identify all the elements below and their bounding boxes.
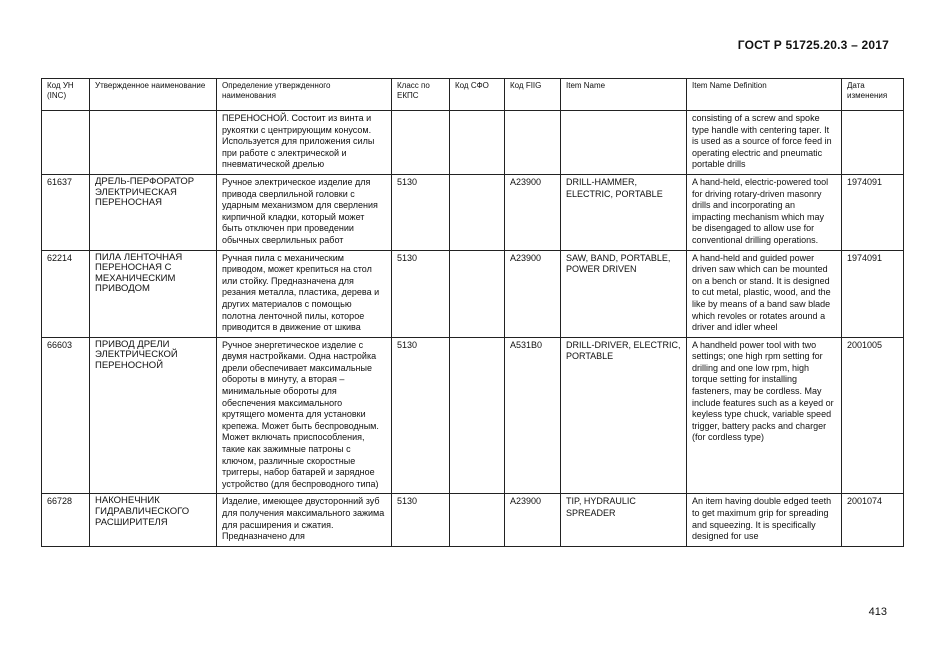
cell-definition-en: A handheld power tool with two settings; one high rpm setting for drilling and one low rpm, high torque setting for installing fasteners, may be cordless. May include features such as a keyed or keyless type chuck, variable speed trigger, battery packs and charger (for cordless type) <box>687 337 842 494</box>
table-row <box>42 494 904 546</box>
cell-class: 5130 <box>392 250 450 337</box>
cell-definition-en: A hand-held and guided power driven saw which can be mounted on a bench or stand. It is designed to cut metal, plastic, wood, and the like by means of a band saw blade which revoles or rotates around a driver and idler wheel <box>687 250 842 337</box>
cell-item-name: DRILL-HAMMER, ELECTRIC, PORTABLE <box>561 174 687 250</box>
cell-fiig: A23900 <box>505 174 561 250</box>
col-header-sfo: Код СФО <box>450 79 505 111</box>
cell-fiig <box>505 111 561 175</box>
cell-inc <box>42 111 90 175</box>
cell-item-name: TIP, HYDRAULIC SPREADER <box>561 494 687 546</box>
cell-definition-en: consisting of a screw and spoke type handle with centering taper. It is used as a source of force feed in operating electric and pneumatic portable drills <box>687 111 842 175</box>
cell-fiig: A23900 <box>505 250 561 337</box>
table-row <box>42 250 904 337</box>
col-header-definition-ru: Определение утвержденного наименования <box>217 79 392 111</box>
cell-name-ru: ПРИВОД ДРЕЛИ ЭЛЕКТРИЧЕСКОЙ ПЕРЕНОСНОЙ <box>90 337 217 494</box>
cell-sfo <box>450 337 505 494</box>
col-header-class: Класс по ЕКПС <box>392 79 450 111</box>
col-header-definition-en: Item Name Definition <box>687 79 842 111</box>
cell-name-ru: ПИЛА ЛЕНТОЧНАЯ ПЕРЕНОСНАЯ С МЕХАНИЧЕСКИМ ПРИВОДОМ <box>90 250 217 337</box>
cell-class: 5130 <box>392 494 450 546</box>
cell-inc: 61637 <box>42 174 90 250</box>
cell-date: 1974091 <box>842 174 904 250</box>
cell-date: 2001074 <box>842 494 904 546</box>
col-header-item-name: Item Name <box>561 79 687 111</box>
cell-definition-ru: Ручное электрическое изделие для привода сверлильной головки с ударным механизмом для сверления кирпичной кладки, который может быть отключен при проведении обычных сверлильных работ <box>217 174 392 250</box>
cell-name-ru: ДРЕЛЬ-ПЕРФОРАТОР ЭЛЕКТРИЧЕСКАЯ ПЕРЕНОСНАЯ <box>90 174 217 250</box>
cell-definition-ru: ПЕРЕНОСНОЙ. Состоит из винта и рукоятки с центрирующим конусом. Используется для приложения силы при работе с электрической и пневматической дрелью <box>217 111 392 175</box>
cell-definition-en: An item having double edged teeth to get maximum grip for spreading and squeezing. It is specifically designed for use <box>687 494 842 546</box>
cell-item-name: SAW, BAND, PORTABLE, POWER DRIVEN <box>561 250 687 337</box>
cell-definition-en: A hand-held, electric-powered tool for driving rotary-driven masonry drills and incorporating an impacting mechanism which may be disengaged to allow use for conventional drilling operations. <box>687 174 842 250</box>
cell-date <box>842 111 904 175</box>
table-header-row <box>42 79 904 111</box>
cell-definition-ru: Ручное энергетическое изделие с двумя настройками. Одна настройка дрели обеспечивает максимальные обороты в минуту, а вторая – минимальные обороты для обеспечения максимального крутящего момента для установки крепежа. Может быть беспроводным. Может включать приспособления, такие как зажимные патроны с ключом, различные скоростные триггеры, набор батарей и зарядное устройство (для беспроводного типа) <box>217 337 392 494</box>
cell-sfo <box>450 111 505 175</box>
cell-fiig: A531B0 <box>505 337 561 494</box>
col-header-date: Дата изменения <box>842 79 904 111</box>
cell-inc: 66728 <box>42 494 90 546</box>
cell-definition-ru: Изделие, имеющее двусторонний зуб для получения максимального зажима для расширения и сжатия. Предназначено для <box>217 494 392 546</box>
cell-name-ru: НАКОНЕЧНИК ГИДРАВЛИЧЕСКОГО РАСШИРИТЕЛЯ <box>90 494 217 546</box>
cell-item-name <box>561 111 687 175</box>
cell-class: 5130 <box>392 174 450 250</box>
cell-name-ru <box>90 111 217 175</box>
cell-date: 2001005 <box>842 337 904 494</box>
cell-inc: 62214 <box>42 250 90 337</box>
cell-sfo <box>450 250 505 337</box>
cell-definition-ru: Ручная пила с механическим приводом, может крепиться на стол или стойку. Предназначена для резания металла, пластика, дерева и других материалов с помощью полотна ленточной пилы, которое приводится в движение от шкива <box>217 250 392 337</box>
page-number: 413 <box>868 606 887 618</box>
item-name-table <box>41 78 904 547</box>
table-row <box>42 111 904 175</box>
cell-class: 5130 <box>392 337 450 494</box>
col-header-name-ru: Утвержденное наименование <box>90 79 217 111</box>
cell-sfo <box>450 494 505 546</box>
cell-fiig: A23900 <box>505 494 561 546</box>
cell-sfo <box>450 174 505 250</box>
col-header-inc: Код УН (INC) <box>42 79 90 111</box>
table-row <box>42 337 904 494</box>
cell-inc: 66603 <box>42 337 90 494</box>
cell-date: 1974091 <box>842 250 904 337</box>
table-row <box>42 174 904 250</box>
cell-item-name: DRILL-DRIVER, ELECTRIC, PORTABLE <box>561 337 687 494</box>
col-header-fiig: Код FIIG <box>505 79 561 111</box>
document-header: ГОСТ Р 51725.20.3 – 2017 <box>737 38 889 52</box>
cell-class <box>392 111 450 175</box>
